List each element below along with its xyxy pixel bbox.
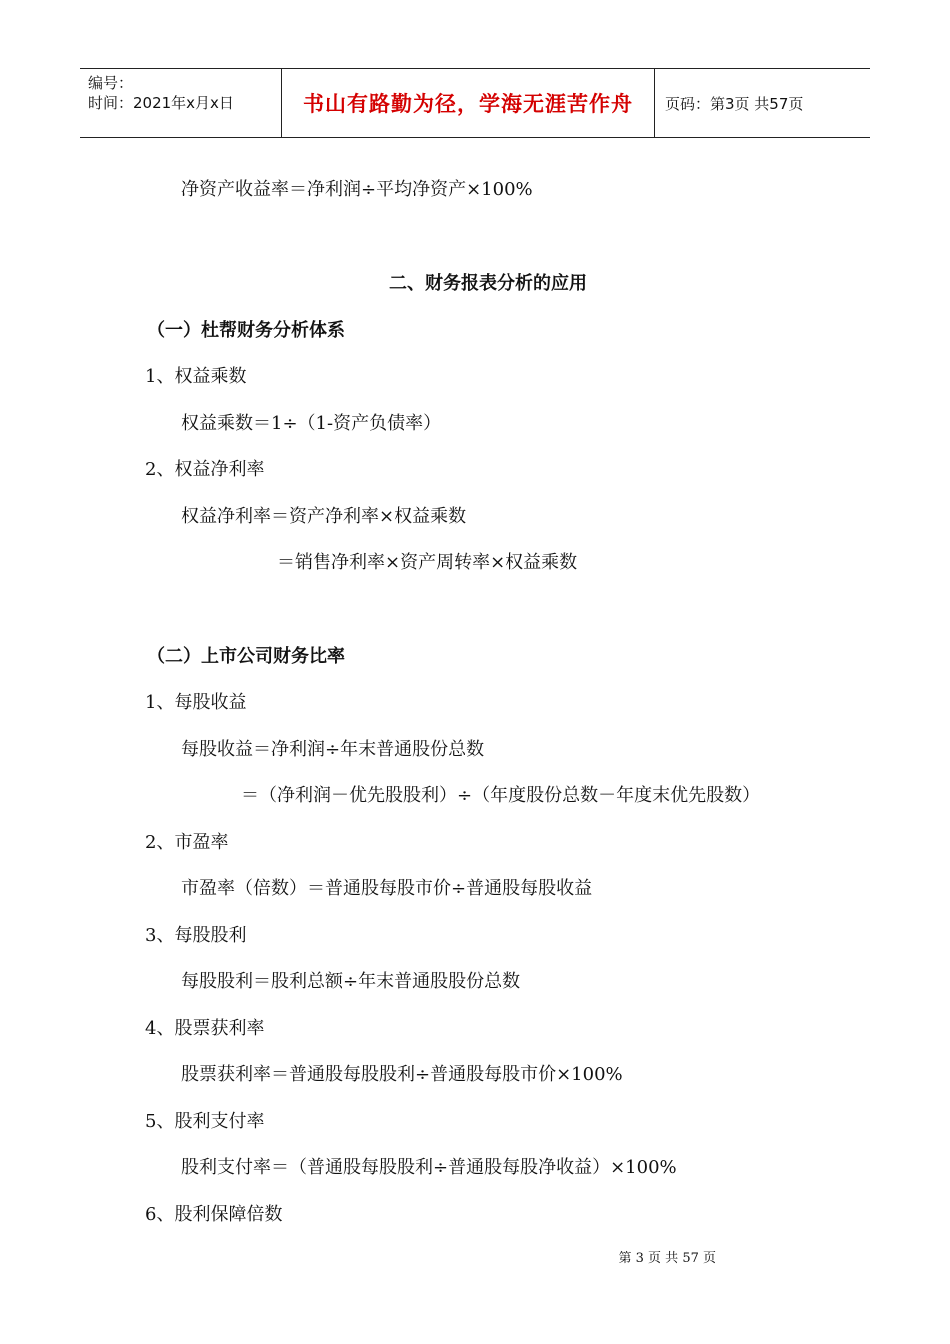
header-motto: 书山有路勤为径，学海无涯苦作舟 xyxy=(303,92,633,116)
item-heading-dividend-yield: 4、股票获利率 xyxy=(145,1018,265,1039)
section-heading: 二、财务报表分析的应用 xyxy=(389,273,587,294)
document-number-label: 编号： xyxy=(88,74,134,92)
subsection-heading-listed: （二）上市公司财务比率 xyxy=(147,646,345,667)
item-heading-dividend-coverage: 6、股利保障倍数 xyxy=(145,1204,283,1225)
page-header xyxy=(80,68,870,138)
item-heading-dps: 3、每股股利 xyxy=(145,925,247,946)
document-time: 时间：2021年x月x日 xyxy=(88,94,234,112)
item-heading-payout: 5、股利支付率 xyxy=(145,1111,265,1132)
subsection-heading-dupont: （一）杜帮财务分析体系 xyxy=(147,320,345,341)
formula-roe-1: 权益净利率＝资产净利率×权益乘数 xyxy=(181,506,467,527)
formula-pe: 市盈率（倍数）＝普通股每股市价÷普通股每股收益 xyxy=(181,878,593,899)
header-page-info: 页码：第3页 共57页 xyxy=(665,94,804,113)
formula-dividend-yield: 股票获利率＝普通股每股股利÷普通股每股市价×100% xyxy=(181,1064,623,1085)
formula-equity-multiplier: 权益乘数＝1÷（1-资产负债率） xyxy=(181,413,442,434)
formula-dps: 每股股利＝股利总额÷年末普通股股份总数 xyxy=(181,971,521,992)
item-heading-roe: 2、权益净利率 xyxy=(145,459,265,480)
item-heading-eps: 1、每股收益 xyxy=(145,692,247,713)
header-motto-cell xyxy=(282,69,655,137)
formula-eps-2: ＝（净利润－优先股股利）÷（年度股份总数－年度末优先股数） xyxy=(241,785,761,806)
item-heading-pe: 2、市盈率 xyxy=(145,832,229,853)
header-meta xyxy=(80,69,282,137)
formula-roe: 净资产收益率＝净利润÷平均净资产×100% xyxy=(181,179,533,200)
item-heading-equity-multiplier: 1、权益乘数 xyxy=(145,366,247,387)
formula-eps-1: 每股收益＝净利润÷年末普通股份总数 xyxy=(181,739,485,760)
page-footer: 第 3 页 共 57 页 xyxy=(618,1251,716,1266)
header-page-info-cell xyxy=(655,69,870,137)
formula-roe-2: ＝销售净利率×资产周转率×权益乘数 xyxy=(277,552,578,573)
formula-payout: 股利支付率＝（普通股每股股利÷普通股每股净收益）×100% xyxy=(181,1157,677,1178)
